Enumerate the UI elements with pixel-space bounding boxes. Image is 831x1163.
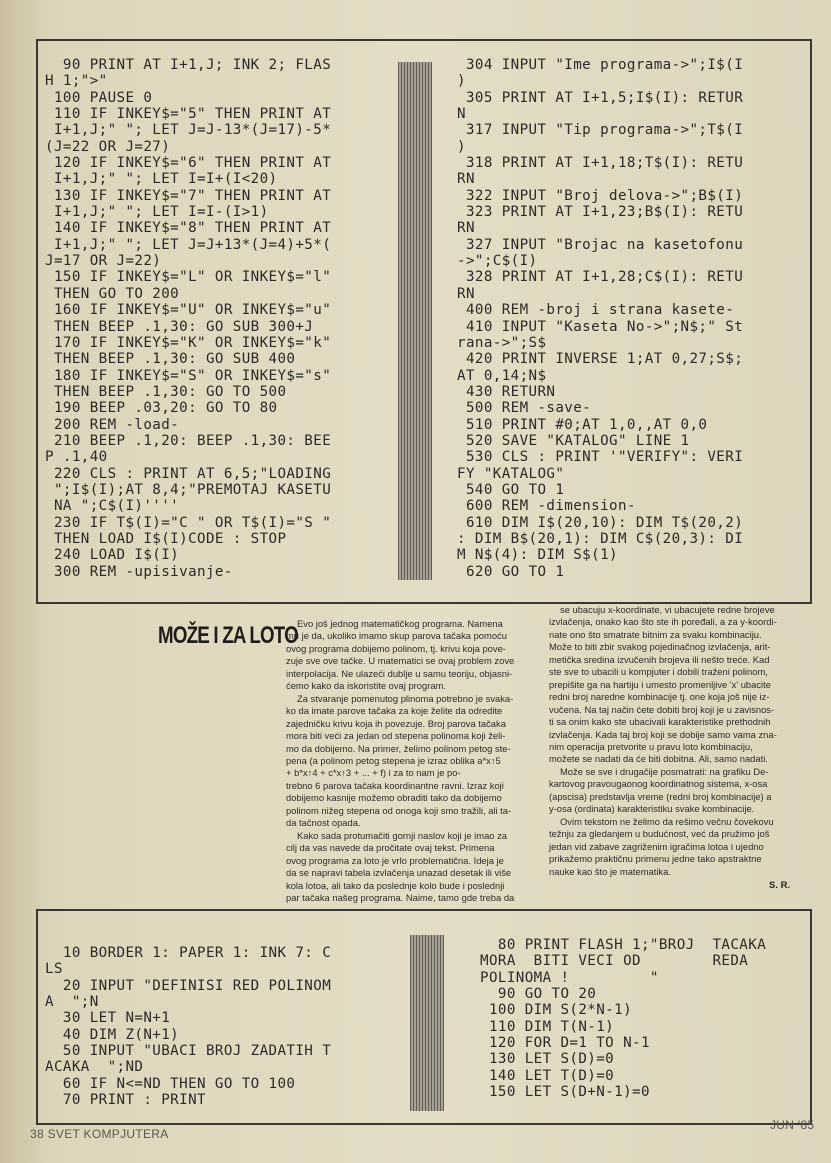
article-line: Za stvaranje pomenutog plinoma potrebno je svaka- xyxy=(297,692,514,704)
code-line: RN xyxy=(457,171,475,188)
article-line: zuje sve ove tačke. U matematici se ovaj problem zove xyxy=(286,655,515,667)
article-paragraph xyxy=(549,604,801,766)
article-line: Može to biti zbir svakog pojedinačnog izvlačenja, arit- xyxy=(549,641,771,653)
code-line: 240 LOAD I$(I) xyxy=(45,547,180,564)
code-line: 30 LET N=N+1 xyxy=(45,1010,171,1027)
article-signature: S. R. xyxy=(769,880,791,891)
code-line: 90 GO TO 20 xyxy=(480,986,597,1003)
code-line: 70 PRINT : PRINT xyxy=(45,1092,206,1109)
article-line: trebno 6 parova tačaka koordinantne ravni. Izraz koji xyxy=(286,779,504,791)
code-line: I+1,J;" "; LET I=I+(I<20) xyxy=(45,171,278,188)
code-line: 200 REM -load- xyxy=(45,416,180,433)
article-line: par tačaka našeg programa. Naime, tamo gde treba da xyxy=(286,891,515,903)
code-line: 317 INPUT "Tip programa->";T$(I xyxy=(457,122,744,139)
article-line: interpolacija. Ne ulazeći dublje u samu teoriju, objasni- xyxy=(286,667,513,679)
article-line: kartovog pravougaonog koordinatnog sistema, x-osa xyxy=(549,778,768,790)
article-line: da tačnost opada. xyxy=(286,817,361,829)
article-line: zajedničku krivu koja ih povezuje. Broj parova tačaka xyxy=(286,717,506,729)
article-line: cilj da vas navede da pročitate ovaj tekst. Primena xyxy=(286,842,495,854)
code-line: ) xyxy=(457,138,466,155)
article-line: izvlačenja, onako kao što ste ih poređali, a za y-koordi- xyxy=(549,616,777,628)
code-line: 20 INPUT "DEFINISI RED POLINOM xyxy=(45,977,332,994)
code-line: 100 DIM S(2*N-1) xyxy=(480,1002,633,1019)
code-line: 230 IF T$(I)="C " OR T$(I)="S " xyxy=(45,514,332,531)
code-line: : DIM B$(20,1): DIM C$(20,3): DI xyxy=(457,530,744,547)
code-line: 530 CLS : PRINT '"VERIFY": VERI xyxy=(457,449,744,466)
code-line: LS xyxy=(45,961,63,978)
code-line: 40 DIM Z(N+1) xyxy=(45,1026,180,1043)
code-line: 160 IF INKEY$="U" OR INKEY$="u" xyxy=(45,302,332,319)
article-line: redni broj naredne kombinacije tj. one koja još nije iz- xyxy=(549,691,770,703)
code-line: I+1,J;" "; LET J=J-13*(J=17)-5* xyxy=(45,122,332,139)
issue-date: JUN '85 xyxy=(770,1118,815,1132)
code-line: 610 DIM I$(20,10): DIM T$(20,2) xyxy=(457,514,744,531)
article-line: Evo još jednog matematičkog programa. Namena xyxy=(297,618,503,629)
section-divider xyxy=(60,602,530,604)
article-column-2 xyxy=(549,604,801,878)
article-line: da se napravi tabela izvlačenja unazad desetak ili više xyxy=(286,867,512,879)
article-line: Može se sve i drugačije posmatrati: na grafiku De- xyxy=(560,765,769,777)
code-line: 410 INPUT "Kaseta No->";N$;" St xyxy=(457,318,744,335)
code-line: MORA BITI VECI OD REDA xyxy=(480,953,749,970)
article-line: + b*x↑4 + c*x↑3 + ... + f) i za to nam je po- xyxy=(286,767,461,779)
column-separator-bottom xyxy=(410,935,444,1111)
code-line: I+1,J;" "; LET J=J+13*(J=4)+5*( xyxy=(45,236,332,253)
article-line: izvlačenja. Kada taj broj koji se dobije samo vama zna- xyxy=(549,728,777,740)
article-column-1 xyxy=(286,618,536,904)
code-line: 420 PRINT INVERSE 1;AT 0,27;S$; xyxy=(457,351,744,368)
article-line: pena (a polinom petog stepena je izraz oblika a*x↑5 xyxy=(286,754,501,766)
article-line: kola lotoa, ali tako da poslednje kolo bude i poslednji xyxy=(286,879,505,891)
code-line: 110 DIM T(N-1) xyxy=(480,1018,615,1035)
article-line: nate ono što smatrate bitnim za svaku kombinaciju. xyxy=(549,628,762,640)
code-line: ->";C$(I) xyxy=(457,253,538,270)
code-line: 300 REM -upisivanje- xyxy=(45,563,233,580)
article-line: ti sa onim kako ste ubacivali karakteristike prethodnih xyxy=(549,716,771,728)
code-line: THEN BEEP .1,30: GO TO 500 xyxy=(45,383,287,400)
article-line: Kako sada protumačiti gornji naslov koji je imao za xyxy=(297,829,507,841)
code-line: 120 FOR D=1 TO N-1 xyxy=(480,1035,650,1052)
code-line: THEN BEEP .1,30: GO SUB 300+J xyxy=(45,318,314,335)
code-line: RN xyxy=(457,220,475,237)
code-line: 80 PRINT FLASH 1;"BROJ TACAKA xyxy=(480,937,767,953)
code-line: THEN BEEP .1,30: GO SUB 400 xyxy=(45,351,296,368)
code-line: 150 IF INKEY$="L" OR INKEY$="l" xyxy=(45,269,332,286)
code-line: 600 REM -dimension- xyxy=(457,498,636,515)
code-line: 140 LET T(D)=0 xyxy=(480,1067,615,1084)
top-listing-right xyxy=(457,57,743,580)
code-line: P .1,40 xyxy=(45,449,108,466)
code-line: NA ";C$(I)'''' xyxy=(45,498,180,515)
code-line: ACAKA ";ND xyxy=(45,1059,144,1076)
article-line: težnju za gledanjem u budućnost, već da pružimo još xyxy=(549,828,770,840)
article-line: metička sredina izvučenih brojeva ili nešto treće. Kad xyxy=(549,653,770,665)
code-line: 520 SAVE "KATALOG" LINE 1 xyxy=(457,432,690,449)
article-line: mo da dobijemo. Na primer, želimo polinom petog ste- xyxy=(286,742,511,754)
code-line: 130 LET S(D)=0 xyxy=(480,1051,615,1068)
code-line: 500 REM -save- xyxy=(457,400,592,417)
code-line: 50 INPUT "UBACI BROJ ZADATIH T xyxy=(45,1043,332,1060)
article-line: Ovim tekstom ne želimo da rešimo večnu čovekovu xyxy=(560,815,774,827)
code-line: 150 LET S(D+N-1)=0 xyxy=(480,1084,650,1101)
article-line: ćemo kako da iskoristite ovaj program. xyxy=(286,680,446,692)
article-paragraph xyxy=(549,766,801,816)
code-line: (J=22 OR J=27) xyxy=(45,138,171,155)
code-line: 140 IF INKEY$="8" THEN PRINT AT xyxy=(45,220,332,237)
article-line: dobijemo kasnije možemo obraditi tako da dobijemo xyxy=(286,792,502,804)
code-line: I+1,J;" "; LET I=I-(I>1) xyxy=(45,204,269,221)
code-line: 130 IF INKEY$="7" THEN PRINT AT xyxy=(45,187,332,204)
code-line: 190 BEEP .03,20: GO TO 80 xyxy=(45,400,278,417)
code-line: M N$(4): DIM S$(1) xyxy=(457,547,618,564)
article-line: ko da imate parove tačaka za koje želite da odredite xyxy=(286,705,503,717)
code-line: 210 BEEP .1,20: BEEP .1,30: BEE xyxy=(45,432,332,449)
bottom-listing-left xyxy=(45,945,331,1108)
code-line: 328 PRINT AT I+1,28;C$(I): RETU xyxy=(457,269,744,286)
article-line: (apscisa) predstavlja vreme (redni broj kombinacije) a xyxy=(549,790,772,802)
code-line: 100 PAUSE 0 xyxy=(45,89,153,106)
article-line: vučena. Na taj način ćete dobiti broj koji je u zavisnos- xyxy=(549,703,775,715)
code-line: 110 IF INKEY$="5" THEN PRINT AT xyxy=(45,106,332,123)
code-line: 170 IF INKEY$="K" OR INKEY$="k" xyxy=(45,334,332,351)
article-title: MOŽE I ZA LOTO xyxy=(158,622,298,649)
code-line: THEN GO TO 200 xyxy=(45,285,180,302)
code-line: FY "KATALOG" xyxy=(457,465,565,482)
article-line: y-osa (ordinata) karakteristiku svake kombinacije. xyxy=(549,803,755,815)
article-line: polinom nižeg stepena od onoga koji smo tražili, ali ta- xyxy=(286,804,512,816)
article-line: se ubacuju x-koordinate, vi ubacujete redne brojeve xyxy=(560,604,775,615)
bottom-listing-right xyxy=(480,937,766,1100)
article-paragraph xyxy=(286,830,536,905)
page-number-magazine-name: 38 SVET KOMPJUTERA xyxy=(30,1127,169,1141)
code-line: RN xyxy=(457,285,475,302)
code-line: 400 REM -broj i strana kasete- xyxy=(457,302,735,319)
code-line: rana->";S$ xyxy=(457,334,547,351)
code-line: 120 IF INKEY$="6" THEN PRINT AT xyxy=(45,155,332,172)
article-line: možete se nadati da će biti dobitna. Ali, samo nadati. xyxy=(549,753,768,765)
code-line: 322 INPUT "Broj delova->";B$(I) xyxy=(457,187,744,204)
code-line: ";I$(I);AT 8,4;"PREMOTAJ KASETU xyxy=(45,481,332,498)
code-line: 305 PRINT AT I+1,5;I$(I): RETUR xyxy=(457,89,744,106)
code-line: 318 PRINT AT I+1,18;T$(I): RETU xyxy=(457,155,744,172)
code-line: 304 INPUT "Ime programa->";I$(I xyxy=(457,57,744,73)
article-line: prikažemo praktičnu primenu jedne tako apstraktne xyxy=(549,853,762,865)
article-line: prepišite ga na hartiju i umesto promenljive 'x' ubacite xyxy=(549,678,771,690)
code-line: 60 IF N<=ND THEN GO TO 100 xyxy=(45,1075,296,1092)
code-line: 620 GO TO 1 xyxy=(457,563,565,580)
code-line: N xyxy=(457,106,466,123)
article-line: nauke kao što je matematika. xyxy=(549,865,671,877)
article-line: ovog programa dobijemo polinom, tj. krivu koja pove- xyxy=(286,642,506,654)
code-line: THEN LOAD I$(I)CODE : STOP xyxy=(45,530,287,547)
code-line: 327 INPUT "Brojac na kasetofonu xyxy=(457,236,744,253)
code-line: AT 0,14;N$ xyxy=(457,367,547,384)
code-line: A ";N xyxy=(45,994,99,1011)
code-line: 323 PRINT AT I+1,23;B$(I): RETU xyxy=(457,204,744,221)
code-line: 430 RETURN xyxy=(457,383,556,400)
article-paragraph xyxy=(549,816,801,878)
article-line: mora biti veći za jedan od stepena polinoma koji želi- xyxy=(286,730,506,742)
code-line: 220 CLS : PRINT AT 6,5;"LOADING xyxy=(45,465,332,482)
code-line: 180 IF INKEY$="S" OR INKEY$="s" xyxy=(45,367,332,384)
code-line: 510 PRINT #0;AT 1,0,,AT 0,0 xyxy=(457,416,708,433)
column-separator-top xyxy=(398,62,432,580)
top-listing-left xyxy=(45,57,331,580)
article-line: nim operacija pretvorite u pravu loto kombinaciju, xyxy=(549,740,753,752)
article-line: jedan vid zabave zagriženim igračima lotoa i ujedno xyxy=(549,840,764,852)
article-line: ste sve to ubacili u kompjuter i dobili traženi polinom, xyxy=(549,666,768,678)
code-line: POLINOMA ! " xyxy=(480,969,659,986)
article-paragraph xyxy=(286,618,536,693)
code-line: 540 GO TO 1 xyxy=(457,481,565,498)
code-line: ) xyxy=(457,73,466,90)
code-line: 10 BORDER 1: PAPER 1: INK 7: C xyxy=(45,945,332,961)
code-line: 90 PRINT AT I+1,J; INK 2; FLAS xyxy=(45,57,332,73)
article-line: ovog programa za loto je vrlo problematična. Ideja je xyxy=(286,854,504,866)
code-line: J=17 OR J=22) xyxy=(45,253,162,270)
code-line: H 1;">" xyxy=(45,73,108,90)
article-line: mu je da, ukoliko imamo skup parova tačaka pomoću xyxy=(286,630,507,642)
article-paragraph xyxy=(286,693,536,830)
